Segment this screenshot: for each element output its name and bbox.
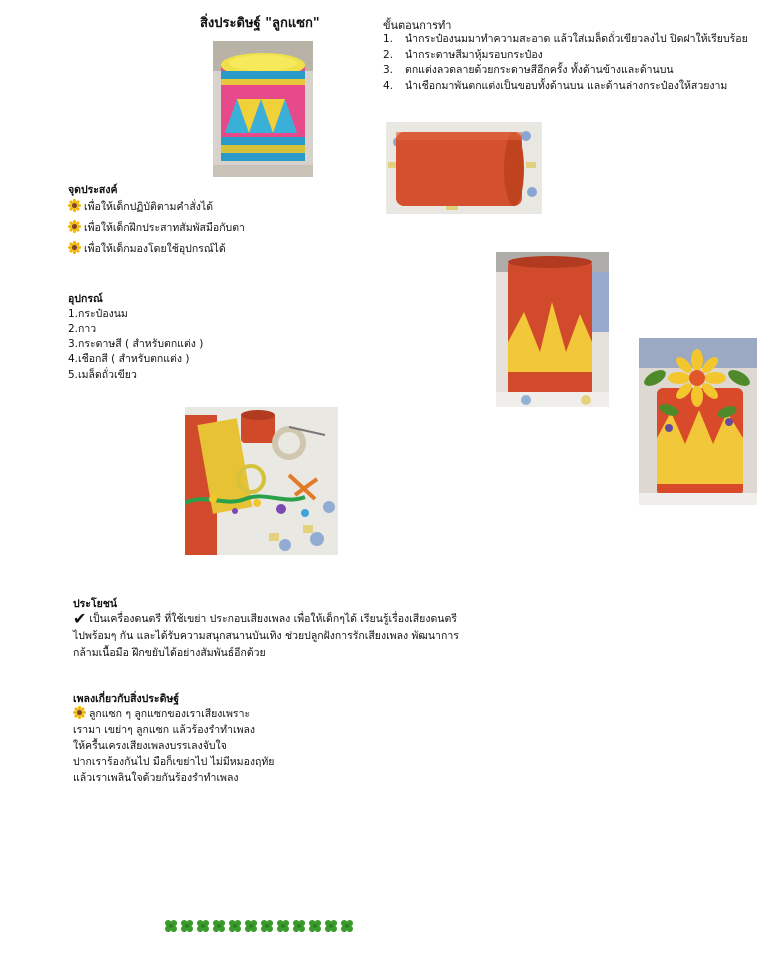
objective-item	[68, 198, 213, 215]
step-item	[383, 48, 748, 64]
song-text: ลูกแซก ๆ ลูกแซกของเราเสียงเพราะ	[89, 708, 251, 720]
step-text: นำกระดาษสีมาหุ้มรอบกระป๋อง	[405, 48, 543, 61]
four-leaf-clover-icon	[323, 918, 339, 934]
step-number: 1.	[383, 33, 394, 45]
step-item	[383, 63, 748, 79]
objective-text: เพื่อให้เด็กมองโดยใช้อุปกรณ์ได้	[84, 243, 226, 255]
material-item: 1.กระป๋องนม	[68, 308, 128, 320]
objective-text: เพื่อให้เด็กปฏิบัติตามคำสั่งได้	[84, 201, 214, 213]
document-title: สิ่งประดิษฐ์ "ลูกแซก"	[200, 16, 320, 31]
four-leaf-clover-icon	[227, 918, 243, 934]
four-leaf-clover-icon	[275, 918, 291, 934]
materials-photo	[185, 407, 338, 555]
sunflower-icon	[73, 706, 86, 719]
materials-heading: อุปกรณ์	[68, 293, 103, 305]
objective-item	[68, 240, 226, 257]
step-text: ตกแต่งลวดลายด้วยกระดาษสีอีกครั้ง ทั้งด้านข้างและด้านบน	[405, 64, 674, 76]
song-line: ปากเราร้องกันไป มือก็เขย่าไป ไม่มีหมองฤทัย	[73, 756, 275, 768]
flower-shaker-photo	[639, 338, 757, 505]
four-leaf-clover-icon	[195, 918, 211, 934]
song-heading: เพลงเกี่ยวกับสิ่งประดิษฐ์	[73, 693, 180, 705]
step-item	[383, 79, 748, 95]
benefits-heading: ประโยชน์	[73, 598, 118, 610]
benefits-paragraph	[73, 609, 459, 662]
song-line: แล้วเราเพลินใจด้วยกันร้องรำทำเพลง	[73, 772, 239, 784]
four-leaf-clover-icon	[259, 918, 275, 934]
four-leaf-clover-icon	[307, 918, 323, 934]
step-item	[383, 32, 748, 48]
benefits-line: กล้ามเนื้อมือ ฝึกขยับได้อย่างสัมพันธ์อีกด้วย	[73, 647, 266, 659]
song-line: ให้ครื้นเครงเสียงเพลงบรรเลงจับใจ	[73, 740, 227, 752]
sunflower-icon	[68, 199, 81, 212]
four-leaf-clover-icon	[339, 918, 355, 934]
four-leaf-clover-icon	[291, 918, 307, 934]
material-item: 3.กระดาษสี ( สำหรับตกแต่ง )	[68, 338, 204, 350]
material-item: 4.เชือกสี ( สำหรับตกแต่ง )	[68, 353, 190, 365]
benefits-line: ไปพร้อมๆ กัน และได้รับความสนุกสนานบันเทิง ช่วยปลูกฝังการรักเสียงเพลง พัฒนาการ	[73, 630, 459, 642]
four-leaf-clover-icon	[211, 918, 227, 934]
steps-heading: ขั้นตอนการทำ	[383, 19, 452, 32]
four-leaf-clover-icon	[179, 918, 195, 934]
sunflower-icon	[68, 220, 81, 233]
step-text: นำกระป๋องนมมาทำความสะอาด แล้วใส่เมล็ดถั่วเขียวลงไป ปิดฝาให้เรียบร้อย	[405, 33, 748, 45]
material-item: 5.เมล็ดถั่วเขียว	[68, 369, 137, 381]
benefits-text: เป็นเครื่องดนตรี ที่ใช้เขย่า ประกอบเสียงเพลง เพื่อให้เด็กๆได้ เรียนรู้เรื่องเสียงดนตรี	[89, 613, 457, 625]
benefits-line	[73, 609, 457, 628]
objective-text: เพื่อให้เด็กฝึกประสาทสัมพัสมือกับตา	[84, 222, 245, 234]
wrapped-can-photo	[386, 122, 542, 214]
clover-border	[163, 918, 355, 934]
song-line	[73, 706, 453, 722]
four-leaf-clover-icon	[243, 918, 259, 934]
sunflower-icon	[68, 241, 81, 254]
decorated-can-photo	[496, 252, 609, 407]
song-line: เรามา เขย่าๆ ลูกแซก แล้วร้องรำทำเพลง	[73, 724, 256, 736]
steps-list	[383, 32, 748, 94]
objectives-heading: จุดประสงค์	[68, 184, 118, 196]
check-mark-icon: ✔	[73, 609, 87, 628]
step-number: 4.	[383, 79, 394, 92]
step-number: 3.	[383, 64, 394, 76]
finished-shaker-photo	[213, 41, 313, 177]
song-lyrics	[73, 706, 453, 786]
objective-item	[68, 219, 245, 236]
step-text: นำเชือกมาพันตกแต่งเป็นขอบทั้งด้านบน และด้านล่างกระป๋องให้สวยงาม	[405, 79, 728, 92]
four-leaf-clover-icon	[163, 918, 179, 934]
step-number: 2.	[383, 48, 394, 61]
material-item: 2.กาว	[68, 323, 97, 335]
